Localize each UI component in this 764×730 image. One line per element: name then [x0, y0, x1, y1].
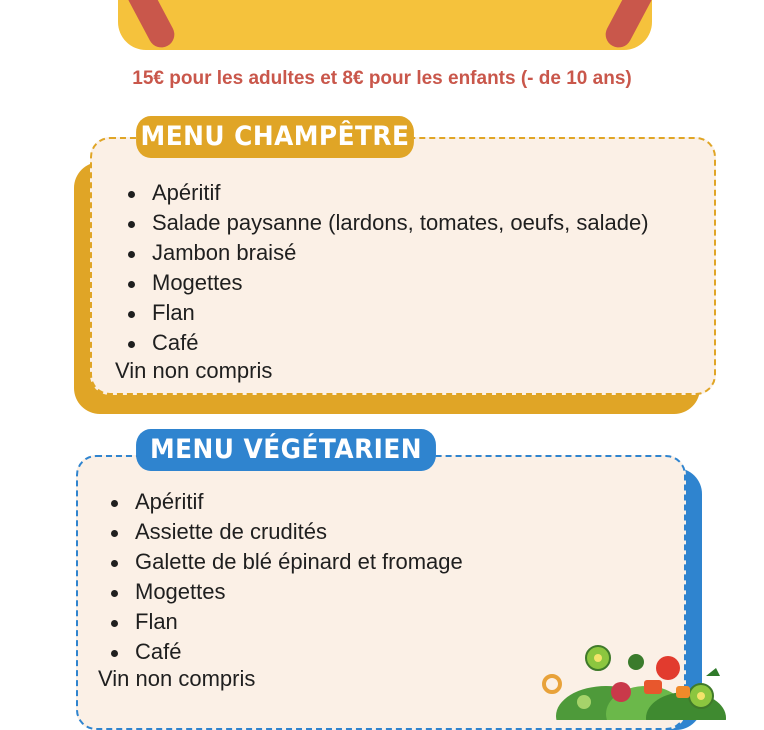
list-item: Flan: [103, 607, 463, 637]
menu-champetre-title: MENU CHAMPÊTRE: [136, 116, 414, 158]
list-item: Apéritif: [120, 178, 649, 208]
price-info: 15€ pour les adultes et 8€ pour les enfants (- de 10 ans): [132, 68, 632, 89]
list-item: Café: [103, 637, 463, 667]
menu-champetre-list: [120, 178, 649, 358]
list-item: Mogettes: [103, 577, 463, 607]
list-item: Galette de blé épinard et fromage: [103, 547, 463, 577]
list-item: Mogettes: [120, 268, 649, 298]
menu-vegetarien-note: Vin non compris: [98, 666, 256, 691]
list-item: Jambon braisé: [120, 238, 649, 268]
menu-champetre-note: Vin non compris: [115, 358, 273, 383]
list-item: Flan: [120, 298, 649, 328]
menu-vegetarien-title: MENU VÉGÉTARIEN: [136, 429, 436, 471]
list-item: Café: [120, 328, 649, 358]
list-item: Apéritif: [103, 487, 463, 517]
list-item: Salade paysanne (lardons, tomates, oeufs, salade): [120, 208, 649, 238]
top-banner: [118, 0, 652, 50]
list-item: Assiette de crudités: [103, 517, 463, 547]
salad-vegetables-illustration: [536, 636, 736, 720]
menu-vegetarien-list: [103, 487, 463, 667]
